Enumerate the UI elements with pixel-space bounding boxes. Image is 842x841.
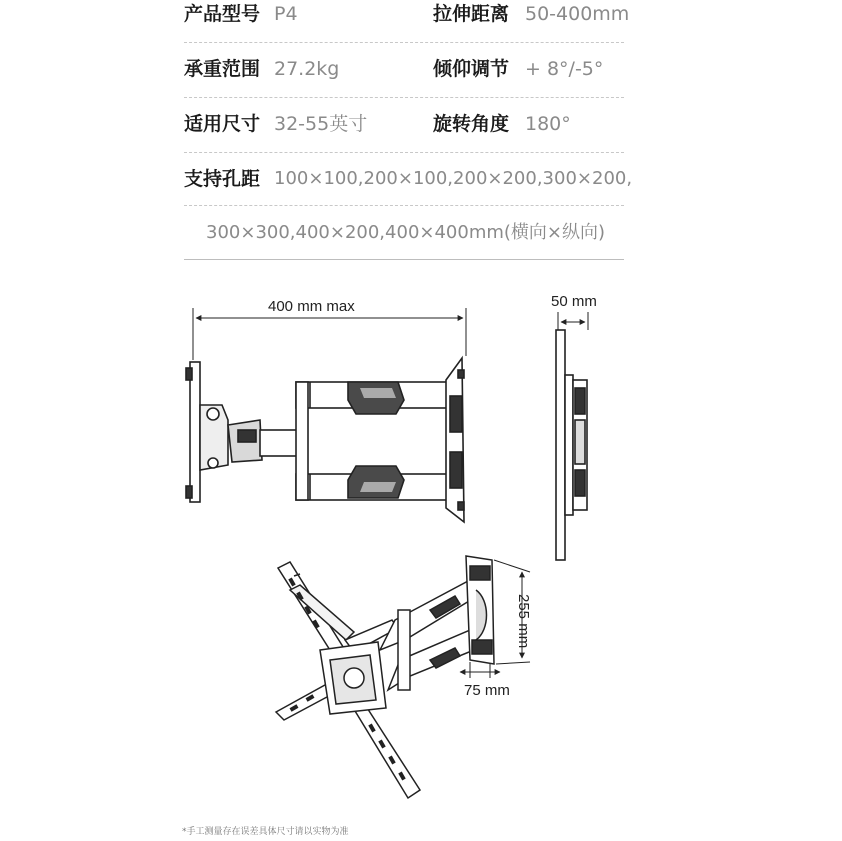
vesa-label: 支持孔距 [184,168,261,190]
tilt-label: 倾仰调节 [433,58,510,80]
model-value: P4 [274,3,298,25]
vesa-value-line2: 300×300,400×200,400×400mm(横向×纵向) [206,222,606,243]
load-value: 27.2kg [274,58,340,80]
width-dimension [193,308,466,360]
footnote: *手工测量存在误差具体尺寸请以实物为准 [182,827,349,837]
perspective-view [276,556,494,798]
swivel-value: 180° [525,113,571,135]
depth-dimension [558,312,588,330]
offset-dimension-label: 75 mm [464,682,510,699]
side-view [556,330,587,560]
extension-label: 拉伸距离 [433,3,510,25]
width-dimension-label: 400 mm max [268,298,355,315]
vesa-value-line1: 100×100,200×100,200×200,300×200, [274,168,633,189]
front-view [186,358,464,522]
tilt-value: + 8°/-5° [525,58,604,80]
swivel-label: 旋转角度 [433,113,510,135]
height-dimension-label: 255 mm [515,594,532,649]
depth-dimension-label: 50 mm [551,293,597,310]
size-label: 适用尺寸 [184,113,261,135]
extension-value: 50-400mm [525,3,630,25]
load-label: 承重范围 [184,58,261,80]
size-value: 32-55英寸 [274,113,368,135]
model-label: 产品型号 [184,3,261,25]
